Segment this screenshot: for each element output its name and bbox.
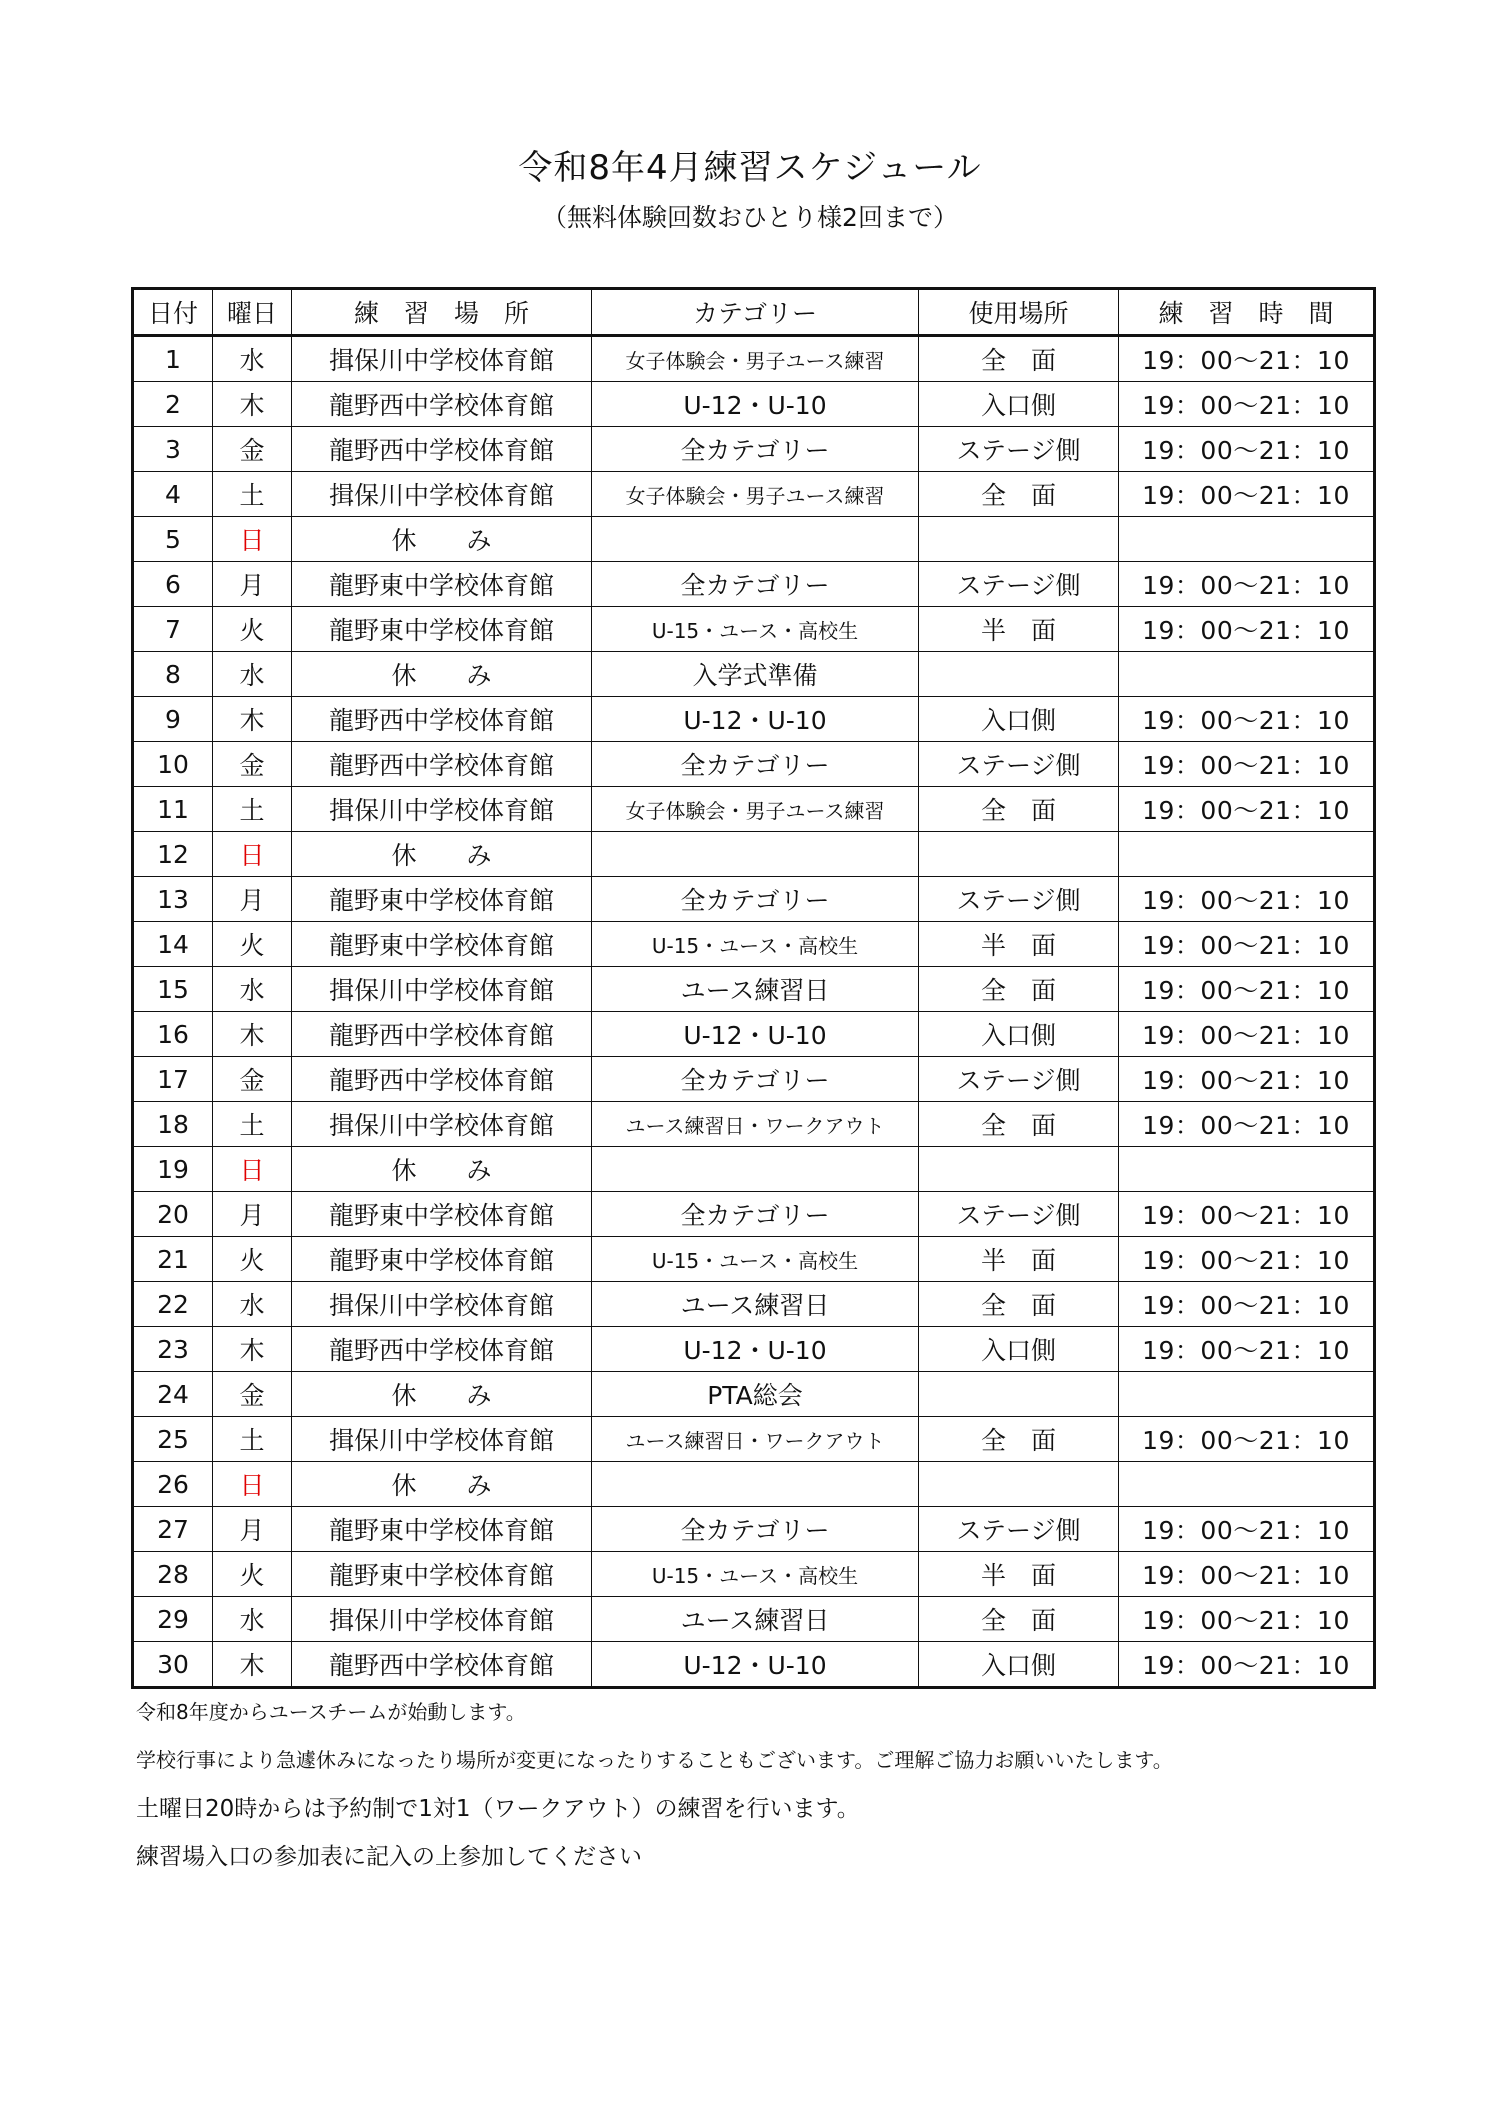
place-cell: 揖保川中学校体育館 [292,967,592,1012]
page-subtitle: （無料体験回数おひとり様2回まで） [542,203,958,232]
area-cell [919,652,1119,697]
table-row [133,1147,1375,1192]
category-cell: U-15・ユース・高校生 [592,922,919,967]
place-cell: 揖保川中学校体育館 [292,1417,592,1462]
date-cell: 30 [133,1642,213,1688]
category-cell: ユース練習日 [592,1597,919,1642]
date-cell: 25 [133,1417,213,1462]
time-cell [1119,652,1375,697]
weekday-cell: 木 [213,1012,292,1057]
date-cell: 14 [133,922,213,967]
time-cell: 19：00～21：10 [1119,787,1375,832]
table-row [133,1102,1375,1147]
place-cell: 揖保川中学校体育館 [292,1102,592,1147]
header-weekday: 曜日 [213,289,292,336]
time-cell: 19：00～21：10 [1119,427,1375,472]
area-cell: ステージ側 [919,1192,1119,1237]
table-row [133,877,1375,922]
table-row [133,517,1375,562]
category-cell: PTA総会 [592,1372,919,1417]
category-cell: 全カテゴリー [592,427,919,472]
note-schedule-change: 学校行事により急遽休みになったり場所が変更になったりすることもございます。ご理解ご協力お願いいたします。 [136,1748,1173,1772]
area-cell: 全 面 [919,1417,1119,1462]
table-row [133,742,1375,787]
category-cell [592,517,919,562]
weekday-cell: 金 [213,1372,292,1417]
time-cell [1119,1147,1375,1192]
weekday-cell: 土 [213,1417,292,1462]
weekday-cell: 日 [213,517,292,562]
area-cell: 全 面 [919,787,1119,832]
date-cell: 17 [133,1057,213,1102]
place-cell: 龍野西中学校体育館 [292,382,592,427]
place-cell: 龍野西中学校体育館 [292,742,592,787]
time-cell: 19：00～21：10 [1119,1192,1375,1237]
area-cell [919,1462,1119,1507]
area-cell: 半 面 [919,1237,1119,1282]
place-cell: 龍野東中学校体育館 [292,562,592,607]
weekday-cell: 水 [213,1597,292,1642]
time-cell: 19：00～21：10 [1119,1597,1375,1642]
table-row [133,472,1375,517]
table-row [133,382,1375,427]
schedule-body [133,336,1375,1688]
table-row [133,1282,1375,1327]
table-header-row [133,289,1375,336]
date-cell: 3 [133,427,213,472]
table-row [133,697,1375,742]
table-row [133,1057,1375,1102]
place-cell: 揖保川中学校体育館 [292,336,592,382]
place-cell: 龍野西中学校体育館 [292,1642,592,1688]
area-cell: 全 面 [919,1102,1119,1147]
category-cell: U-12・U-10 [592,1642,919,1688]
date-cell: 5 [133,517,213,562]
note-sign-up: 練習場入口の参加表に記入の上参加してください [136,1844,642,1870]
category-cell: 全カテゴリー [592,742,919,787]
area-cell: ステージ側 [919,1507,1119,1552]
weekday-cell: 月 [213,1507,292,1552]
date-cell: 15 [133,967,213,1012]
date-cell: 20 [133,1192,213,1237]
date-cell: 8 [133,652,213,697]
table-row [133,1507,1375,1552]
date-cell: 16 [133,1012,213,1057]
time-cell: 19：00～21：10 [1119,697,1375,742]
weekday-cell: 月 [213,877,292,922]
header-area: 使用場所 [919,289,1119,336]
time-cell: 19：00～21：10 [1119,1552,1375,1597]
date-cell: 10 [133,742,213,787]
date-cell: 12 [133,832,213,877]
place-cell: 揖保川中学校体育館 [292,472,592,517]
time-cell: 19：00～21：10 [1119,382,1375,427]
weekday-cell: 木 [213,1327,292,1372]
area-cell: ステージ側 [919,1057,1119,1102]
time-cell: 19：00～21：10 [1119,1012,1375,1057]
date-cell: 23 [133,1327,213,1372]
category-cell [592,1462,919,1507]
place-cell: 休 み [292,1372,592,1417]
date-cell: 2 [133,382,213,427]
weekday-cell: 火 [213,922,292,967]
category-cell: 女子体験会・男子ユース練習 [592,336,919,382]
note-saturday-workout: 土曜日20時からは予約制で1対1（ワークアウト）の練習を行います。 [136,1796,860,1822]
weekday-cell: 水 [213,1282,292,1327]
place-cell: 龍野東中学校体育館 [292,1552,592,1597]
table-row [133,1597,1375,1642]
table-row [133,1642,1375,1688]
table-row [133,1372,1375,1417]
weekday-cell: 火 [213,607,292,652]
table-row [133,1327,1375,1372]
place-cell: 龍野西中学校体育館 [292,427,592,472]
weekday-cell: 木 [213,697,292,742]
time-cell: 19：00～21：10 [1119,1237,1375,1282]
area-cell: 入口側 [919,1327,1119,1372]
area-cell: 半 面 [919,922,1119,967]
schedule-table [131,287,1376,1689]
weekday-cell: 金 [213,427,292,472]
date-cell: 22 [133,1282,213,1327]
category-cell: ユース練習日・ワークアウト [592,1417,919,1462]
area-cell [919,1372,1119,1417]
category-cell: ユース練習日 [592,1282,919,1327]
category-cell: 女子体験会・男子ユース練習 [592,787,919,832]
place-cell: 揖保川中学校体育館 [292,787,592,832]
area-cell: 全 面 [919,336,1119,382]
area-cell: 全 面 [919,1282,1119,1327]
time-cell: 19：00～21：10 [1119,922,1375,967]
time-cell [1119,1462,1375,1507]
category-cell: 入学式準備 [592,652,919,697]
time-cell [1119,1372,1375,1417]
place-cell: 休 み [292,652,592,697]
table-row [133,1012,1375,1057]
category-cell: 全カテゴリー [592,1507,919,1552]
place-cell: 龍野東中学校体育館 [292,1507,592,1552]
time-cell: 19：00～21：10 [1119,1282,1375,1327]
date-cell: 4 [133,472,213,517]
weekday-cell: 月 [213,1192,292,1237]
table-row [133,1462,1375,1507]
category-cell: U-12・U-10 [592,697,919,742]
header-time: 練 習 時 間 [1119,289,1375,336]
date-cell: 29 [133,1597,213,1642]
time-cell: 19：00～21：10 [1119,562,1375,607]
table-row [133,607,1375,652]
time-cell: 19：00～21：10 [1119,336,1375,382]
category-cell: U-15・ユース・高校生 [592,1237,919,1282]
area-cell: ステージ側 [919,562,1119,607]
area-cell: ステージ側 [919,877,1119,922]
weekday-cell: 日 [213,1147,292,1192]
place-cell: 龍野東中学校体育館 [292,1192,592,1237]
weekday-cell: 日 [213,1462,292,1507]
category-cell: ユース練習日 [592,967,919,1012]
table-row [133,1552,1375,1597]
time-cell: 19：00～21：10 [1119,1102,1375,1147]
table-row [133,967,1375,1012]
place-cell: 龍野東中学校体育館 [292,922,592,967]
table-row [133,922,1375,967]
date-cell: 19 [133,1147,213,1192]
place-cell: 休 み [292,1147,592,1192]
weekday-cell: 土 [213,472,292,517]
category-cell: U-12・U-10 [592,1327,919,1372]
date-cell: 6 [133,562,213,607]
page-title: 令和8年4月練習スケジュール [518,148,982,188]
header-place: 練 習 場 所 [292,289,592,336]
date-cell: 27 [133,1507,213,1552]
weekday-cell: 水 [213,967,292,1012]
table-row [133,652,1375,697]
category-cell: 女子体験会・男子ユース練習 [592,472,919,517]
table-row [133,832,1375,877]
table-row [133,427,1375,472]
place-cell: 龍野東中学校体育館 [292,1237,592,1282]
area-cell [919,1147,1119,1192]
weekday-cell: 日 [213,832,292,877]
weekday-cell: 木 [213,1642,292,1688]
weekday-cell: 火 [213,1237,292,1282]
date-cell: 1 [133,336,213,382]
date-cell: 21 [133,1237,213,1282]
place-cell: 龍野西中学校体育館 [292,1057,592,1102]
category-cell: U-12・U-10 [592,1012,919,1057]
place-cell: 揖保川中学校体育館 [292,1597,592,1642]
area-cell: 入口側 [919,1012,1119,1057]
category-cell: U-15・ユース・高校生 [592,607,919,652]
area-cell: 入口側 [919,382,1119,427]
category-cell: 全カテゴリー [592,877,919,922]
table-row [133,1192,1375,1237]
date-cell: 11 [133,787,213,832]
weekday-cell: 月 [213,562,292,607]
table-row [133,1417,1375,1462]
place-cell: 龍野東中学校体育館 [292,607,592,652]
area-cell: 半 面 [919,1552,1119,1597]
weekday-cell: 土 [213,1102,292,1147]
note-youth-team: 令和8年度からユースチームが始動します。 [136,1700,526,1724]
date-cell: 28 [133,1552,213,1597]
weekday-cell: 木 [213,382,292,427]
weekday-cell: 火 [213,1552,292,1597]
category-cell: 全カテゴリー [592,1192,919,1237]
area-cell [919,832,1119,877]
time-cell: 19：00～21：10 [1119,1507,1375,1552]
date-cell: 24 [133,1372,213,1417]
area-cell: 全 面 [919,472,1119,517]
header-date: 日付 [133,289,213,336]
date-cell: 13 [133,877,213,922]
date-cell: 18 [133,1102,213,1147]
time-cell: 19：00～21：10 [1119,472,1375,517]
category-cell [592,1147,919,1192]
time-cell [1119,517,1375,562]
place-cell: 龍野西中学校体育館 [292,1012,592,1057]
category-cell [592,832,919,877]
place-cell: 龍野西中学校体育館 [292,1327,592,1372]
weekday-cell: 金 [213,742,292,787]
weekday-cell: 水 [213,336,292,382]
time-cell: 19：00～21：10 [1119,1417,1375,1462]
area-cell [919,517,1119,562]
header-category: カテゴリー [592,289,919,336]
table-row [133,1237,1375,1282]
weekday-cell: 金 [213,1057,292,1102]
time-cell: 19：00～21：10 [1119,1057,1375,1102]
area-cell: 全 面 [919,967,1119,1012]
time-cell: 19：00～21：10 [1119,742,1375,787]
area-cell: 入口側 [919,697,1119,742]
table-row [133,336,1375,382]
place-cell: 休 み [292,1462,592,1507]
area-cell: ステージ側 [919,742,1119,787]
place-cell: 龍野西中学校体育館 [292,697,592,742]
date-cell: 7 [133,607,213,652]
category-cell: 全カテゴリー [592,562,919,607]
area-cell: 半 面 [919,607,1119,652]
time-cell: 19：00～21：10 [1119,607,1375,652]
weekday-cell: 土 [213,787,292,832]
area-cell: ステージ側 [919,427,1119,472]
category-cell: U-12・U-10 [592,382,919,427]
time-cell: 19：00～21：10 [1119,877,1375,922]
category-cell: ユース練習日・ワークアウト [592,1102,919,1147]
place-cell: 休 み [292,517,592,562]
category-cell: 全カテゴリー [592,1057,919,1102]
date-cell: 9 [133,697,213,742]
table-row [133,787,1375,832]
time-cell: 19：00～21：10 [1119,1642,1375,1688]
weekday-cell: 水 [213,652,292,697]
area-cell: 入口側 [919,1642,1119,1688]
date-cell: 26 [133,1462,213,1507]
area-cell: 全 面 [919,1597,1119,1642]
place-cell: 揖保川中学校体育館 [292,1282,592,1327]
time-cell: 19：00～21：10 [1119,967,1375,1012]
category-cell: U-15・ユース・高校生 [592,1552,919,1597]
time-cell: 19：00～21：10 [1119,1327,1375,1372]
place-cell: 龍野東中学校体育館 [292,877,592,922]
notes [136,1700,1366,1892]
table-row [133,562,1375,607]
place-cell: 休 み [292,832,592,877]
time-cell [1119,832,1375,877]
